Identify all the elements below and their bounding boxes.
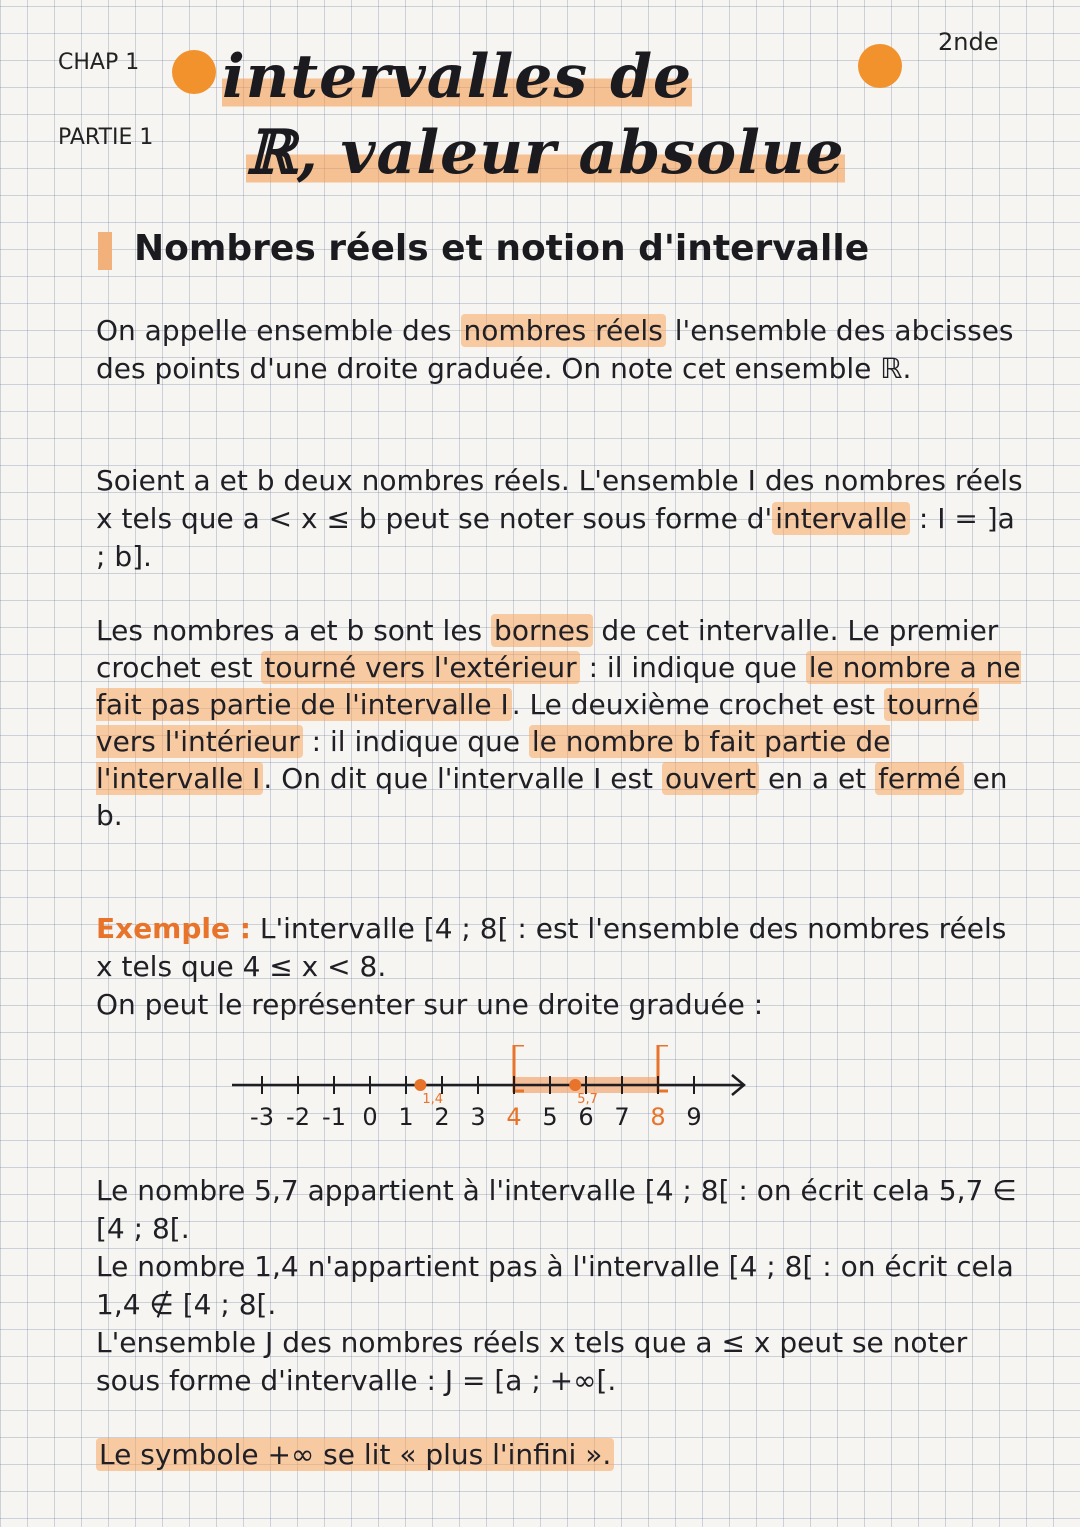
orange-dot-left [172, 50, 216, 94]
title-line-2: ℝ, valeur absolue [246, 118, 845, 188]
part-label: PARTIE 1 [58, 125, 154, 150]
tick-label--2: -2 [286, 1103, 310, 1131]
tick-label-9: 9 [686, 1103, 702, 1131]
section-title: Nombres réels et notion d'intervalle [134, 228, 870, 269]
level-label: 2nde [938, 28, 999, 56]
paragraph-definition: On appelle ensemble des nombres réels l'ensemble des abcisses des points d'une droite graduée. On note cet ensemble ℝ. [96, 314, 1014, 385]
orange-dot-right [858, 44, 902, 88]
tick-label-group [250, 1103, 702, 1131]
tick-label-2: 2 [434, 1103, 450, 1131]
paragraph-example: Exemple : L'intervalle [4 ; 8[ : est l'ensemble des nombres réels x tels que 4 ≤ x < 8. On peut le représenter sur une droite graduée : [96, 912, 1007, 1021]
point-5,7 [569, 1079, 581, 1091]
paragraph-bornes: Les nombres a et b sont les bornes de cet intervalle. Le premier crochet est tourné vers l'extérieur : il indique que le nombre a ne fait pas partie de l'intervalle I . Le deuxième crochet est tourné vers l'intérieur : il indique que le nombre b fait partie de l'intervalle I . On dit que l'intervalle I est ouvert en a et fermé en b. [96, 614, 1021, 832]
paragraph-infinity: Le symbole +∞ se lit « plus l'infini ». [96, 1436, 1026, 1474]
number-line [0, 1045, 1080, 1155]
tick-label-4: 4 [506, 1103, 522, 1131]
point-1,4 [414, 1079, 426, 1091]
tick-label--3: -3 [250, 1103, 274, 1131]
example-label: Exemple : [96, 912, 251, 945]
line-5-7: Le nombre 5,7 appartient à l'intervalle [4 ; 8[ : on écrit cela 5,7 ∈ [4 ; 8[. [96, 1174, 1017, 1245]
paragraph-membership [96, 1172, 1026, 1400]
point-label-5,7: 5,7 [577, 1092, 598, 1107]
tick-label-3: 3 [470, 1103, 486, 1131]
paragraph-interval: Soient a et b deux nombres réels. L'ensemble I des nombres réels x tels que a < x ≤ b peut se noter sous forme d' intervalle : I = ]a ; b]. [96, 464, 1023, 573]
tick-label-7: 7 [614, 1103, 630, 1131]
tick-label-1: 1 [398, 1103, 414, 1131]
tick-label-0: 0 [362, 1103, 378, 1131]
tick-label-8: 8 [650, 1103, 666, 1131]
line-set-j: L'ensemble J des nombres réels x tels que a ≤ x peut se noter sous forme d'intervalle : J = [a ; +∞[. [96, 1326, 968, 1397]
line-1-4: Le nombre 1,4 n'appartient pas à l'intervalle [4 ; 8[ : on écrit cela 1,4 ∉ [4 ; 8[. [96, 1250, 1014, 1321]
point-label-1,4: 1,4 [422, 1092, 444, 1107]
chapter-label: CHAP 1 [58, 50, 140, 75]
tick-label--1: -1 [322, 1103, 346, 1131]
section-bar [98, 232, 112, 270]
tick-label-6: 6 [578, 1103, 594, 1131]
tick-label-5: 5 [542, 1103, 558, 1131]
title-line-1: intervalles de [222, 42, 693, 112]
